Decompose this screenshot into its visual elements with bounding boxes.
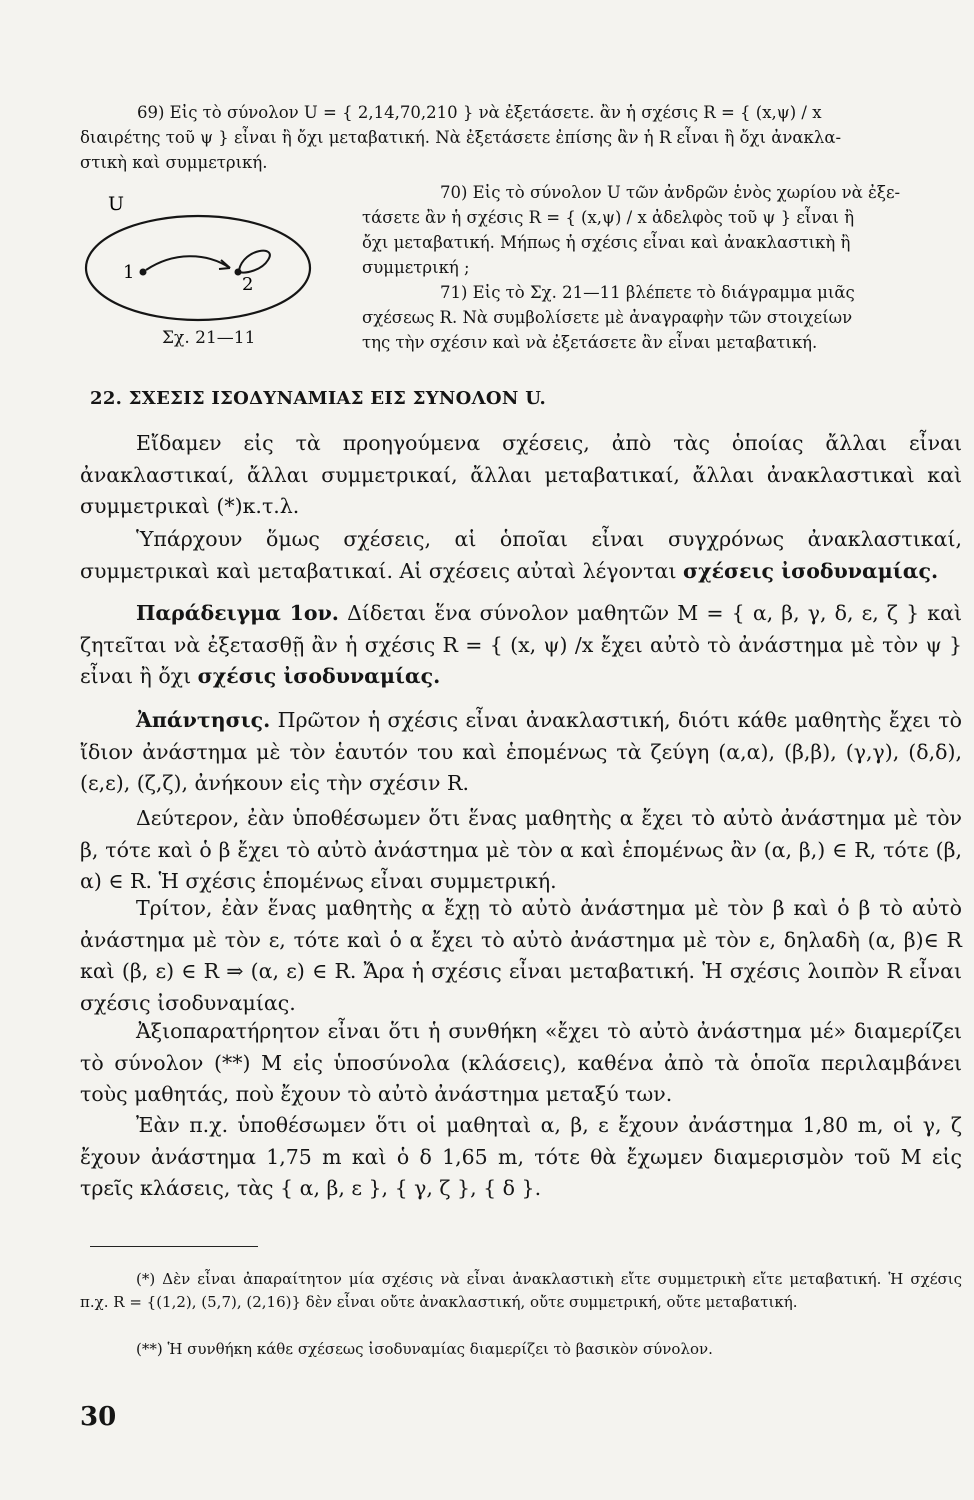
arrow-1-to-2 — [146, 256, 230, 270]
exercise-69-line-1: 69) Εἰς τὸ σύνολον U = { 2,14,70,210 } νὰ ἐξετάσετε. ἂν ἡ σχέσις R = { (x,ψ) / x — [137, 103, 822, 122]
paragraph-second: Δεύτερον, ἐὰν ὑποθέσωμεν ὅτι ἕνας μαθητὴς α ἔχει τὸ αὐτὸ ἀνάστημα μὲ τὸν β, τότε καὶ ὁ β ἔχει τὸ αὐτὸ ἀνάστημα μὲ τὸν α καὶ ἑπομένως ἂν (α, β,) ∈ R, τότε (β, α) ∈ R. Ἡ σχέσις ἑπομένως εἶναι συμμετρική. — [80, 806, 962, 893]
definition-text: Ὑπάρχουν ὅμως σχέσεις, αἱ ὁποῖαι εἶναι συγχρόνως ἀνακλαστικαί, συμμετρικαὶ καὶ μεταβατικαί. Αἱ σχέσεις αὐταὶ λέγονται — [80, 527, 962, 583]
exercise-71-line-3: της τὴν σχέσιν καὶ νὰ ἐξετάσετε ἂν εἶναι μεταβατική. — [362, 333, 818, 352]
answer-text: Πρῶτον ἡ σχέσις εἶναι ἀνακλαστική, διότι κάθε μαθητὴς ἔχει τὸ ἴδιον ἀνάστημα μὲ τὸν ἑαυτόν του καὶ ἑπομένως τὰ ζεύγη (α,α), (β,β), (γ,γ), (δ,δ), (ε,ε), (ζ,ζ), ἀνήκουν εἰς τὴν σχέσιν R. — [80, 708, 962, 795]
exercise-69-line-2: διαιρέτης τοῦ ψ } εἶναι ἢ ὄχι μεταβατική. Νὰ ἐξετάσετε ἐπίσης ἂν ἡ R εἶναι ἢ ὄχι ἀνακλα- — [80, 128, 842, 147]
footnote-divider — [90, 1246, 258, 1247]
paragraph-third: Τρίτον, ἐὰν ἕνας μαθητὴς α ἔχῃ τὸ αὐτὸ ἀνάστημα μὲ τὸν β καὶ ὁ β τὸ αὐτὸ ἀνάστημα μὲ τὸν ε, τότε καὶ ὁ α ἔχει τὸ αὐτὸ ἀνάστημα μὲ τὸν ε, δηλαδὴ (α, β)∈ R καὶ (β, ε) ∈ R ⇒ (α, ε) ∈ R. Ἄρα ἡ σχέσις εἶναι μεταβατική. Ἡ σχέσις λοιπὸν R εἶναι σχέσις ἰσοδυναμίας. — [80, 896, 962, 1015]
paragraph-answer — [80, 705, 962, 800]
paragraph-example-1 — [80, 598, 962, 693]
answer-label: Ἀπάντησις. — [136, 708, 271, 732]
set-boundary-ellipse — [86, 216, 310, 320]
page-number: 30 — [80, 1402, 117, 1432]
self-loop-2 — [239, 251, 270, 273]
exercise-69-line-3: στικὴ καὶ συμμετρική. — [80, 153, 268, 172]
node-1-label: 1 — [123, 262, 135, 283]
example-term: σχέσις ἰσοδυναμίας. — [197, 664, 441, 688]
paragraph-intro: Εἴδαμεν εἰς τὰ προηγούμενα σχέσεις, ἀπὸ τὰς ὁποίας ἄλλαι εἶναι ἀνακλαστικαί, ἄλλαι συμμετρικαί, ἄλλαι μεταβατικαί, ἄλλαι ἀνακλαστικαὶ καὶ συμμετρικαὶ (*)κ.τ.λ. — [80, 431, 962, 518]
exercise-70-line-1: 70) Εἰς τὸ σύνολον U τῶν ἀνδρῶν ἑνὸς χωρίου νὰ ἐξε- — [440, 183, 901, 202]
exercise-71-line-1: 71) Εἰς τὸ Σχ. 21—11 βλέπετε τὸ διάγραμμα μιᾶς — [440, 283, 855, 302]
exercise-70-line-3: ὄχι μεταβατική. Μήπως ἡ σχέσις εἶναι καὶ ἀνακλαστικὴ ἢ — [362, 233, 851, 252]
definition-term: σχέσεις ἰσοδυναμίας. — [683, 558, 939, 583]
paragraph-example-2: Ἐὰν π.χ. ὑποθέσωμεν ὅτι οἱ μαθηταὶ α, β, ε ἔχουν ἀνάστημα 1,80 m, οἱ γ, ζ ἔχουν ἀνάστημα 1,75 m καὶ ὁ δ 1,65 m, τότε θὰ ἔχωμεν διαμερισμὸν τοῦ M εἰς τρεῖς κλάσεις, τὰς { α, β, ε }, { γ, ζ }, { δ }. — [80, 1113, 962, 1200]
exercise-70-line-4: συμμετρική ; — [362, 258, 470, 277]
footnote-2: (**) Ἡ συνθήκη κάθε σχέσεως ἰσοδυναμίας διαμερίζει τὸ βασικὸν σύνολον. — [136, 1340, 713, 1358]
exercise-71-line-2: σχέσεως R. Νὰ συμβολίσετε μὲ ἀναγραφὴν τῶν στοιχείων — [362, 308, 853, 327]
paragraph-equivalence-definition — [80, 524, 962, 587]
set-label-u: U — [108, 193, 125, 215]
example-text: Δίδεται ἕνα σύνολον μαθητῶν M = { α, β, γ, δ, ε, ζ } καὶ ζητεῖται νὰ ἐξετασθῇ ἂν ἡ σχέσις R = { (x, ψ) /x ἔχει αὐτὸ τὸ ἀνάστημα μὲ τὸν ψ } εἶναι ἢ ὄχι — [80, 601, 962, 688]
example-label: Παράδειγμα 1ον. — [136, 601, 339, 625]
node-2-label: 2 — [242, 274, 254, 295]
node-1-dot — [140, 269, 147, 276]
footnote-1: (*) Δὲν εἶναι ἀπαραίτητον μία σχέσις νὰ εἶναι ἀνακλαστικὴ εἴτε συμμετρικὴ εἴτε μεταβατική. Ἡ σχέσις π.χ. R = {(1,2), (5,7), (2,16)} δὲν εἶναι οὔτε ἀνακλαστική, οὔτε συμμετρική, οὔτε μεταβατική. — [80, 1270, 962, 1311]
relation-diagram — [78, 190, 318, 330]
section-heading: 22. ΣΧΕΣΙΣ ΙΣΟΔΥΝΑΜΙΑΣ ΕΙΣ ΣΥΝΟΛΟΝ U. — [90, 388, 547, 409]
exercise-70-line-2: τάσετε ἂν ἡ σχέσις R = { (x,ψ) / x ἀδελφὸς τοῦ ψ } εἶναι ἢ — [362, 208, 855, 227]
paragraph-note: Ἀξιοπαρατήρητον εἶναι ὅτι ἡ συνθήκη «ἔχει τὸ αὐτὸ ἀνάστημα μέ» διαμερίζει τὸ σύνολον (**) M εἰς ὑποσύνολα (κλάσεις), καθένα ἀπὸ τὰ ὁποῖα περιλαμβάνει τοὺς μαθητάς, ποὺ ἔχουν τὸ αὐτὸ ἀνάστημα μεταξύ των. — [80, 1019, 962, 1106]
figure-caption: Σχ. 21—11 — [162, 328, 256, 348]
